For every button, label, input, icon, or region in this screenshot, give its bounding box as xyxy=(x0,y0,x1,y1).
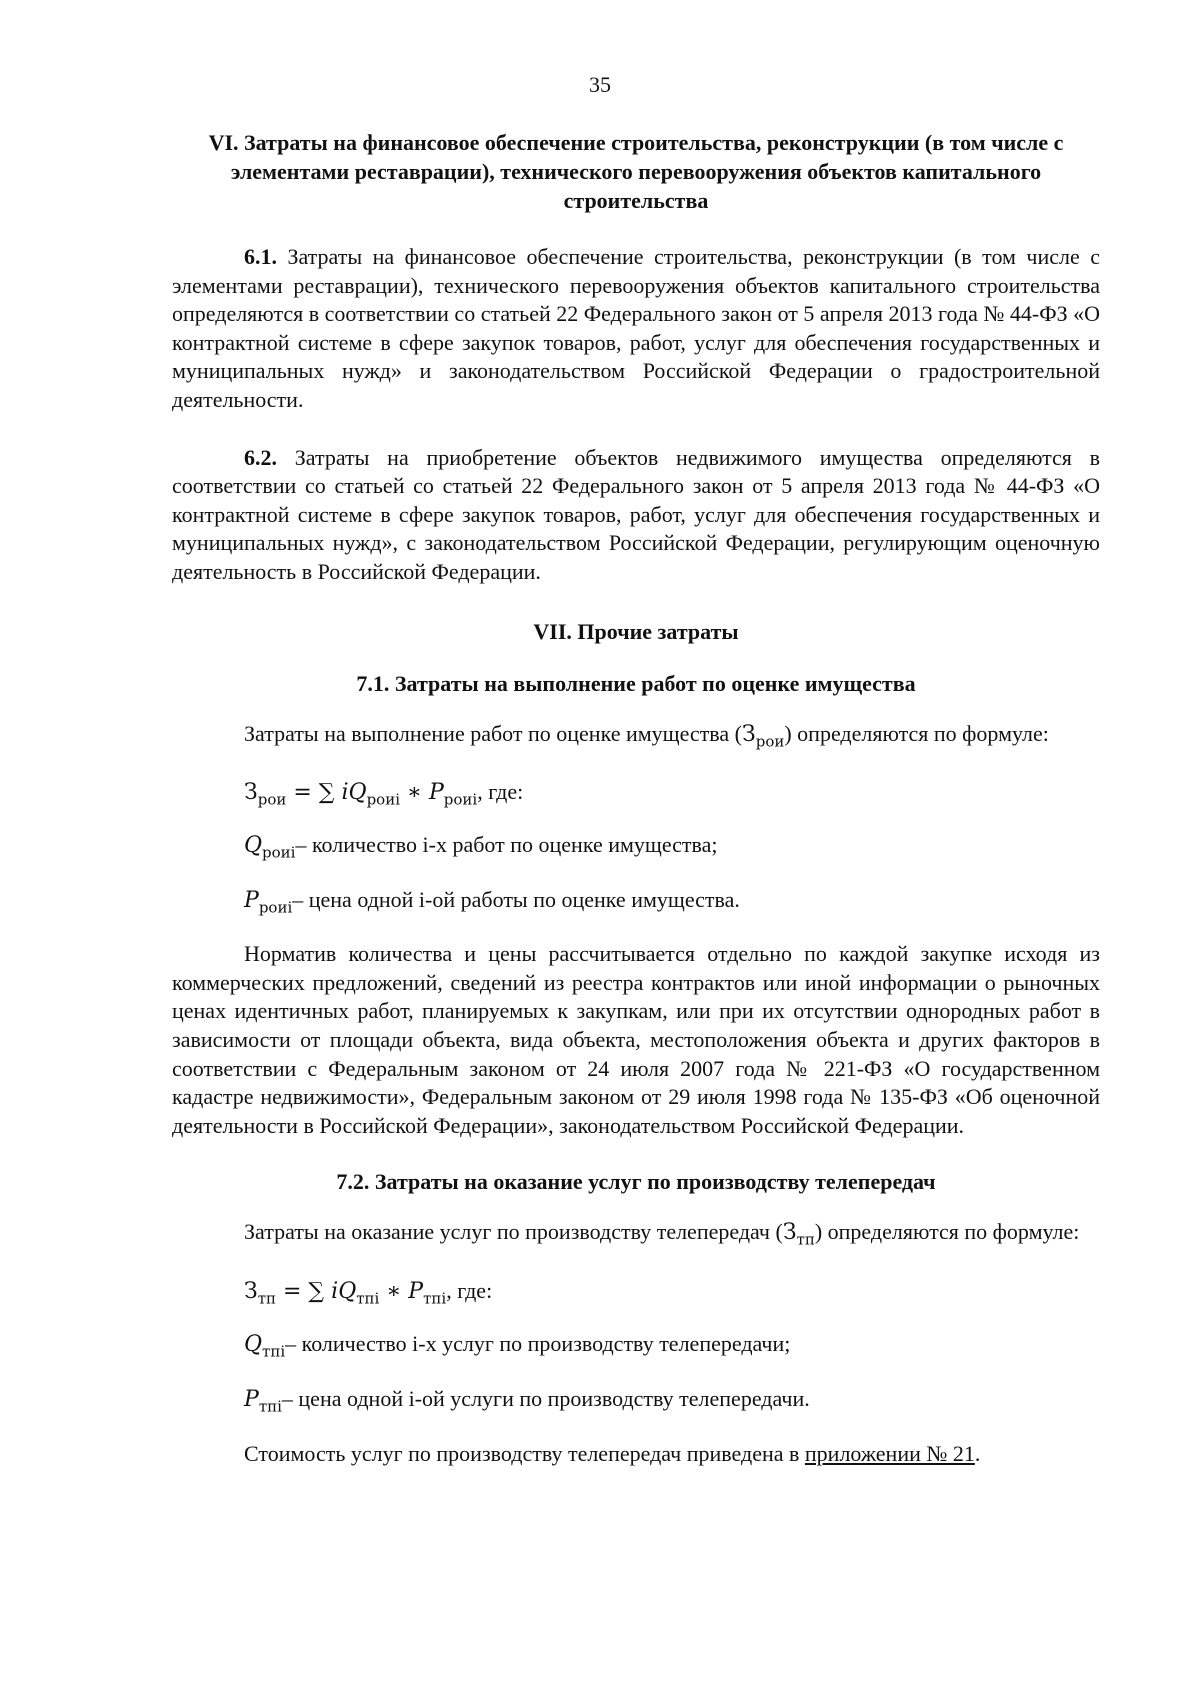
paragraph-6-2 xyxy=(172,444,1100,587)
cost-statement-text: Стоимость услуг по производству телепередач приведена в xyxy=(244,1440,805,1466)
intro-7-2-before: Затраты на оказание услуг по производству телепередач ( xyxy=(244,1219,783,1245)
intro-7-1-after: ) определяются по формуле: xyxy=(784,720,1049,746)
page-number: 35 xyxy=(589,72,611,97)
formula-7-1-times: ∗ xyxy=(400,780,429,806)
definition-p-tp xyxy=(172,1384,1100,1415)
definition-p-rou xyxy=(172,885,1100,916)
paragraph-6-1-number: 6.1. xyxy=(244,244,277,269)
formula-7-1-q-sub: роиi xyxy=(366,790,401,809)
formula-7-1-p: P xyxy=(428,780,444,806)
section-6-heading: VI. Затраты на финансовое обеспечение строительства, реконструкции (в том числе с элементами реставрации), технического перевооружения объектов капитального строительства xyxy=(208,130,1064,213)
formula-7-1-sum: = ∑ xyxy=(286,780,342,806)
symbol-z-rou-sub: рои xyxy=(755,731,785,750)
document-body xyxy=(172,128,1100,1469)
formula-7-2-p-sub: тпi xyxy=(423,1289,447,1308)
formula-7-2-times: ∗ xyxy=(379,1278,409,1304)
formula-7-1-z: З xyxy=(244,780,258,806)
def-p-tp-symbol: P xyxy=(244,1386,259,1412)
def-p-tp-sub: тпi xyxy=(258,1397,282,1416)
symbol-z-tp-sub: тп xyxy=(796,1230,815,1249)
formula-7-2-p: P xyxy=(408,1278,424,1304)
formula-7-2-z: З xyxy=(244,1278,258,1304)
def-q-rou-sub: роиi xyxy=(262,843,296,862)
def-q-tp-sub: тпi xyxy=(262,1342,286,1361)
formula-7-1-where: , где: xyxy=(477,779,524,805)
section-7-heading: VII. Прочие затраты xyxy=(533,618,739,644)
formula-7-1-i: i xyxy=(341,780,349,806)
appendix-21-link[interactable]: приложении № 21 xyxy=(804,1440,975,1466)
def-p-tp-text: – цена одной i-ой услуги по производству телепередачи. xyxy=(281,1385,810,1411)
def-q-rou-text: – количество i-х работ по оценке имущества; xyxy=(295,832,718,858)
symbol-z-tp: З xyxy=(782,1220,797,1246)
subsection-7-2-intro xyxy=(172,1218,1100,1248)
formula-7-2-i: i xyxy=(331,1278,339,1304)
def-p-rou-symbol: P xyxy=(244,888,259,914)
def-q-tp-symbol: Q xyxy=(244,1331,263,1357)
formula-7-1 xyxy=(172,777,1100,808)
formula-7-1-q: Q xyxy=(348,780,367,806)
paragraph-6-1-text: Затраты на финансовое обеспечение строительства, реконструкции (в том числе с элементами реставрации), технического перевооружения объектов капитального строительства определяются в соответствии со статьей 22 Федерального закон от 5 апреля 2013 года № 44-ФЗ «О контрактной системе в сфере закупок товаров, работ, услуг для обеспечения государственных и муниципальных нужд» и законодательством Российской Федерации о градостроительной деятельности. xyxy=(172,244,1100,412)
intro-7-2-after: ) определяются по формуле: xyxy=(814,1219,1080,1245)
def-p-rou-text: – цена одной i-ой работы по оценке имущества. xyxy=(292,887,740,913)
formula-7-2-where: , где: xyxy=(446,1277,493,1303)
def-p-rou-sub: роиi xyxy=(258,898,293,917)
subsection-7-1-intro xyxy=(172,720,1100,750)
formula-7-1-z-sub: рои xyxy=(257,790,287,809)
paragraph-6-1 xyxy=(172,243,1100,415)
formula-7-2-z-sub: тп xyxy=(257,1289,277,1308)
formula-7-2 xyxy=(172,1276,1100,1307)
cost-statement xyxy=(172,1439,1100,1469)
formula-7-2-q-sub: тпi xyxy=(356,1289,380,1308)
formula-7-1-p-sub: роиi xyxy=(443,790,478,809)
formula-7-2-sum: = ∑ xyxy=(276,1278,332,1304)
intro-7-1-before: Затраты на выполнение работ по оценке имущества ( xyxy=(244,720,742,746)
subsection-7-1-heading: 7.1. Затраты на выполнение работ по оценке имущества xyxy=(356,670,916,696)
symbol-z-rou: З xyxy=(742,721,756,747)
paragraph-6-2-number: 6.2. xyxy=(244,444,277,470)
definition-q-tp xyxy=(172,1329,1100,1360)
paragraph-6-2-text: Затраты на приобретение объектов недвижимого имущества определяются в соответствии со статьей со статьей 22 Федерального закон от 5 апреля 2013 года № 44-ФЗ «О контрактной системе в сфере закупок товаров, работ, услуг для обеспечения государственных и муниципальных нужд», с законодательством Российской Федерации, регулирующим оценочную деятельность в Российской Федерации. xyxy=(172,444,1100,584)
def-q-rou-symbol: Q xyxy=(244,833,263,859)
cost-statement-end: . xyxy=(974,1440,981,1466)
definition-q-rou xyxy=(172,830,1100,861)
def-q-tp-text: – количество i-х услуг по производству телепередачи; xyxy=(285,1330,791,1356)
formula-7-2-q: Q xyxy=(338,1278,357,1304)
subsection-7-2-heading: 7.2. Затраты на оказание услуг по производству телепередач xyxy=(336,1169,936,1195)
normative-paragraph: Норматив количества и цены рассчитывается отдельно по каждой закупке исходя из коммерческих предложений, сведений из реестра контрактов или иной информации о рыночных ценах идентичных работ, планируемых к закупкам, или при их отсутствии однородных работ в зависимости от площади объекта, вида объекта, местоположения объекта и других факторов в соответствии с Федеральным законом от 24 июля 2007 года № 221-ФЗ «О государственном кадастре недвижимости», Федеральным законом от 29 июля 1998 года № 135-ФЗ «Об оценочной деятельности в Российской Федерации», законодательством Российской Федерации. xyxy=(172,941,1100,1138)
